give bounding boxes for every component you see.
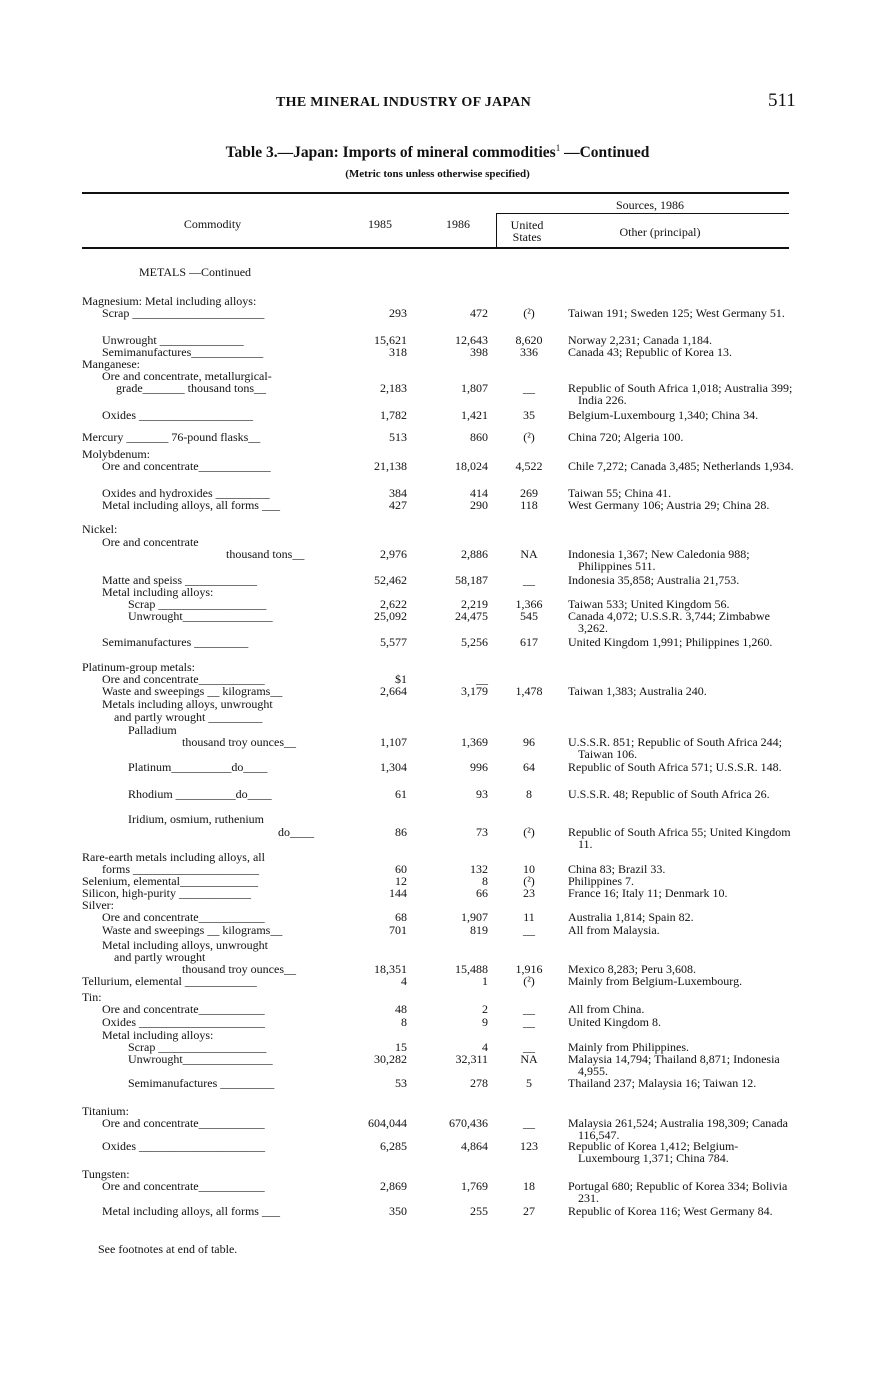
cell-commodity: Ore and concentrate___________ (102, 910, 265, 924)
cell-commodity: Manganese: (82, 357, 140, 371)
cell-commodity: Unwrought ______________ (102, 333, 244, 347)
sources-rule (496, 213, 789, 214)
cell-united-states: NA (520, 547, 538, 561)
cell-1985: 1,782 (380, 408, 407, 422)
cell-united-states: (²) (523, 430, 535, 444)
cell-1985: 2,869 (380, 1179, 407, 1193)
cell-1985: 52,462 (374, 573, 407, 587)
cell-commodity: and partly wrought _________ (114, 710, 263, 724)
cell-commodity: Waste and sweepings __ kilograms__ (102, 923, 283, 937)
cell-commodity: Matte and speiss ____________ (102, 573, 257, 587)
cell-1985: 8 (401, 1015, 407, 1029)
cell-other-sources: China 83; Brazil 33. (568, 862, 666, 876)
cell-other-sources: Republic of Korea 1,412; Belgium-Luxembourg 1,371; China 784. (568, 1139, 739, 1165)
cell-united-states: 18 (523, 1179, 535, 1193)
cell-other-sources: Republic of South Africa 55; United Kingdom 11. (568, 825, 791, 851)
cell-commodity: Ore and concentrate___________ (102, 672, 265, 686)
running-title: THE MINERAL INDUSTRY OF JAPAN (276, 95, 532, 110)
cell-1985: 12 (395, 874, 407, 888)
cell-other-sources: Republic of Korea 116; West Germany 84. (568, 1204, 773, 1218)
cell-commodity: Tin: (82, 990, 102, 1004)
cell-united-states: 336 (520, 345, 538, 359)
cell-1986: 12,643 (455, 333, 488, 347)
cell-1986: 1,769 (461, 1179, 488, 1193)
cell-1985: 18,351 (374, 962, 407, 976)
cell-1986: 472 (470, 306, 488, 320)
cell-commodity: Unwrought_______________ (128, 1052, 273, 1066)
cell-commodity: Semimanufactures _________ (128, 1076, 275, 1090)
cell-1985: 21,138 (374, 459, 407, 473)
cell-1985: 61 (395, 787, 407, 801)
cell-other-sources: Taiwan 55; China 41. (568, 486, 672, 500)
cell-1986: 24,475 (455, 609, 488, 623)
cell-united-states: 8 (526, 787, 532, 801)
cell-other-sources: Portugal 680; Republic of Korea 334; Bolivia 231. (568, 1179, 788, 1205)
cell-other-sources: Australia 1,814; Spain 82. (568, 910, 694, 924)
cell-commodity: Palladium (128, 723, 177, 737)
cell-1986: 5,256 (461, 635, 488, 649)
cell-united-states: __ (523, 573, 535, 587)
cell-commodity: Metal including alloys, all forms ___ (102, 1204, 280, 1218)
cell-commodity: Unwrought_______________ (128, 609, 273, 623)
cell-commodity: Oxides ___________________ (102, 408, 253, 422)
cell-commodity: Nickel: (82, 522, 118, 536)
cell-other-sources: United Kingdom 1,991; Philippines 1,260. (568, 635, 773, 649)
cell-commodity: Ore and concentrate___________ (102, 1179, 265, 1193)
cell-commodity: Metal including alloys, all forms ___ (102, 498, 280, 512)
cell-commodity: grade_______ thousand tons__ (116, 381, 266, 395)
cell-1986: 414 (470, 486, 488, 500)
header-other-principal: Other (principal) (619, 225, 701, 239)
cell-united-states: 8,620 (515, 333, 543, 347)
cell-1985: 4 (401, 974, 407, 988)
cell-commodity: Oxides _____________________ (102, 1139, 265, 1153)
cell-other-sources: Taiwan 533; United Kingdom 56. (568, 597, 730, 611)
table-title (0, 143, 875, 162)
cell-commodity: Metal including alloys: (102, 1028, 214, 1042)
cell-united-states: 27 (523, 1204, 535, 1218)
cell-1986: 2 (482, 1002, 488, 1016)
cell-commodity: Tellurium, elemental ____________ (82, 974, 257, 988)
cell-1985: 513 (389, 430, 407, 444)
cell-other-sources: West Germany 106; Austria 29; China 28. (568, 498, 770, 512)
cell-other-sources: Norway 2,231; Canada 1,184. (568, 333, 712, 347)
table-title-footnote-mark: 1 (555, 143, 561, 153)
cell-commodity: and partly wrought (114, 950, 206, 964)
cell-united-states: __ (523, 381, 535, 395)
cell-united-states: 23 (523, 886, 535, 900)
cell-1986: 255 (470, 1204, 488, 1218)
cell-1986: 2,886 (461, 547, 488, 561)
table-subtitle: (Metric tons unless otherwise specified) (345, 168, 530, 180)
cell-1986: 819 (470, 923, 488, 937)
cell-commodity: Scrap ______________________ (102, 306, 265, 320)
cell-other-sources: Indonesia 1,367; New Caledonia 988; Philippines 511. (568, 547, 750, 573)
cell-commodity: Platinum__________do____ (128, 760, 268, 774)
cell-other-sources: France 16; Italy 11; Denmark 10. (568, 886, 728, 900)
cell-other-sources: Canada 43; Republic of Korea 13. (568, 345, 732, 359)
cell-1986: 290 (470, 498, 488, 512)
cell-other-sources: United Kingdom 8. (568, 1015, 661, 1029)
cell-1985: 427 (389, 498, 407, 512)
cell-1986: 1,807 (461, 381, 488, 395)
cell-other-sources: Canada 4,072; U.S.S.R. 3,744; Zimbabwe 3,262. (568, 609, 770, 635)
cell-1986: 32,311 (455, 1052, 488, 1066)
cell-1986: 66 (476, 886, 488, 900)
header-1986: 1986 (446, 217, 470, 231)
cell-united-states: __ (523, 1002, 535, 1016)
cell-other-sources: Mainly from Philippines. (568, 1040, 689, 1054)
cell-united-states: NA (520, 1052, 538, 1066)
cell-1985: 2,664 (380, 684, 407, 698)
cell-1985: $1 (395, 672, 407, 686)
table-title-text: Table 3.—Japan: Imports of mineral commodities (225, 144, 556, 162)
cell-other-sources: Republic of South Africa 1,018; Australia 399; India 226. (568, 381, 793, 407)
cell-1985: 25,092 (374, 609, 407, 623)
cell-commodity: Scrap __________________ (128, 597, 267, 611)
cell-other-sources: Mexico 8,283; Peru 3,608. (568, 962, 696, 976)
cell-commodity: do____ (278, 825, 314, 839)
cell-commodity: Waste and sweepings __ kilograms__ (102, 684, 283, 698)
cell-united-states: 118 (520, 498, 538, 512)
cell-1986: __ (476, 672, 488, 686)
cell-1986: 8 (482, 874, 488, 888)
cell-commodity: Titanium: (82, 1104, 129, 1118)
cell-1986: 93 (476, 787, 488, 801)
cell-commodity: Ore and concentrate___________ (102, 1116, 265, 1130)
cell-united-states: 1,366 (515, 597, 543, 611)
cell-commodity: Oxides and hydroxides _________ (102, 486, 270, 500)
cell-1985: 30,282 (374, 1052, 407, 1066)
cell-united-states: 64 (523, 760, 535, 774)
section-heading: METALS —Continued (139, 265, 252, 279)
cell-other-sources: Indonesia 35,858; Australia 21,753. (568, 573, 740, 587)
header-sources: Sources, 1986 (616, 198, 684, 212)
cell-1986: 58,187 (455, 573, 488, 587)
cell-united-states: 11 (523, 910, 535, 924)
cell-other-sources: Thailand 237; Malaysia 16; Taiwan 12. (568, 1076, 757, 1090)
cell-other-sources: Malaysia 14,794; Thailand 8,871; Indonesia 4,955. (568, 1052, 780, 1078)
cell-1986: 1 (482, 974, 488, 988)
cell-commodity: Metal including alloys, unwrought (102, 938, 268, 952)
cell-other-sources: U.S.S.R. 851; Republic of South Africa 244; Taiwan 106. (568, 735, 782, 761)
cell-commodity: Molybdenum: (82, 447, 150, 461)
cell-1985: 2,183 (380, 381, 407, 395)
cell-1986: 996 (470, 760, 488, 774)
cell-commodity: Tungsten: (82, 1167, 130, 1181)
cell-united-states: 269 (520, 486, 538, 500)
cell-1985: 68 (395, 910, 407, 924)
cell-commodity: Ore and concentrate____________ (102, 459, 271, 473)
header-bottom-rule (82, 247, 789, 249)
cell-1986: 4,864 (461, 1139, 488, 1153)
cell-1985: 5,577 (380, 635, 407, 649)
cell-1985: 1,304 (380, 760, 407, 774)
header-commodity: Commodity (183, 217, 242, 231)
cell-commodity: forms _____________________ (102, 862, 259, 876)
cell-commodity: thousand troy ounces__ (182, 962, 296, 976)
cell-commodity: Magnesium: Metal including alloys: (82, 294, 257, 308)
cell-1985: 2,622 (380, 597, 407, 611)
cell-commodity: Metals including alloys, unwrought (102, 697, 273, 711)
cell-commodity: Ore and concentrate, metallurgical- (102, 369, 272, 383)
cell-other-sources: All from Malaysia. (568, 923, 660, 937)
cell-commodity: Mercury _______ 76-pound flasks__ (82, 430, 261, 444)
cell-1985: 318 (389, 345, 407, 359)
table-title-suffix: —Continued (560, 144, 650, 162)
cell-1986: 1,369 (461, 735, 488, 749)
cell-other-sources: Taiwan 1,383; Australia 240. (568, 684, 707, 698)
cell-united-states: (²) (523, 874, 535, 888)
cell-1985: 6,285 (380, 1139, 407, 1153)
cell-1985: 15 (395, 1040, 407, 1054)
cell-1986: 398 (470, 345, 488, 359)
cell-1985: 86 (395, 825, 407, 839)
cell-united-states: (²) (523, 825, 535, 839)
header-1985: 1985 (368, 217, 392, 231)
cell-commodity: Rare-earth metals including alloys, all (82, 850, 265, 864)
cell-1985: 604,044 (368, 1116, 407, 1130)
cell-1986: 860 (470, 430, 488, 444)
footnote-reference: See footnotes at end of table. (98, 1242, 238, 1256)
cell-united-states: 10 (523, 862, 535, 876)
cell-commodity: Platinum-group metals: (82, 660, 195, 674)
cell-other-sources: U.S.S.R. 48; Republic of South Africa 26. (568, 787, 770, 801)
cell-1985: 60 (395, 862, 407, 876)
cell-other-sources: Philippines 7. (568, 874, 635, 888)
cell-united-states: __ (523, 1015, 535, 1029)
cell-1986: 2,219 (461, 597, 488, 611)
cell-commodity: Semimanufactures _________ (102, 635, 249, 649)
cell-1985: 384 (389, 486, 407, 500)
cell-other-sources: China 720; Algeria 100. (568, 430, 684, 444)
cell-other-sources: Malaysia 261,524; Australia 198,309; Canada 116,547. (568, 1116, 788, 1142)
cell-1986: 9 (482, 1015, 488, 1029)
cell-commodity: thousand troy ounces__ (182, 735, 296, 749)
cell-1985: 53 (395, 1076, 407, 1090)
cell-commodity: Semimanufactures____________ (102, 345, 264, 359)
cell-united-states: 1,916 (515, 962, 543, 976)
cell-united-states: 35 (523, 408, 535, 422)
cell-commodity: Silicon, high-purity ____________ (82, 886, 251, 900)
cell-commodity: thousand tons__ (226, 547, 305, 561)
cell-1985: 15,621 (374, 333, 407, 347)
cell-1985: 48 (395, 1002, 407, 1016)
cell-other-sources: Taiwan 191; Sweden 125; West Germany 51. (568, 306, 785, 320)
cell-1986: 15,488 (455, 962, 488, 976)
cell-1985: 293 (389, 306, 407, 320)
us-column-divider (496, 213, 497, 247)
top-rule (82, 192, 789, 194)
cell-commodity: Rhodium __________do____ (128, 787, 272, 801)
cell-united-states: __ (523, 1040, 535, 1054)
cell-other-sources: Mainly from Belgium-Luxembourg. (568, 974, 743, 988)
cell-united-states: 545 (520, 609, 538, 623)
cell-1986: 3,179 (461, 684, 488, 698)
cell-commodity: Oxides _____________________ (102, 1015, 265, 1029)
cell-commodity: Ore and concentrate (102, 535, 199, 549)
cell-1986: 18,024 (455, 459, 488, 473)
header-united-states: United States (510, 218, 544, 244)
cell-1986: 1,907 (461, 910, 488, 924)
cell-1986: 670,436 (449, 1116, 488, 1130)
cell-united-states: 123 (520, 1139, 538, 1153)
cell-united-states: 4,522 (515, 459, 543, 473)
cell-other-sources: All from China. (568, 1002, 645, 1016)
cell-1985: 144 (389, 886, 407, 900)
cell-commodity: Selenium, elemental_____________ (82, 874, 258, 888)
cell-1986: 132 (470, 862, 488, 876)
cell-1986: 278 (470, 1076, 488, 1090)
cell-united-states: (²) (523, 306, 535, 320)
cell-united-states: 96 (523, 735, 535, 749)
cell-1986: 73 (476, 825, 488, 839)
cell-commodity: Ore and concentrate___________ (102, 1002, 265, 1016)
cell-united-states: __ (523, 923, 535, 937)
cell-united-states: 617 (520, 635, 538, 649)
cell-1985: 701 (389, 923, 407, 937)
cell-united-states: 5 (526, 1076, 532, 1090)
cell-commodity: Metal including alloys: (102, 585, 214, 599)
cell-1985: 1,107 (380, 735, 407, 749)
cell-commodity: Scrap __________________ (128, 1040, 267, 1054)
page-number: 511 (768, 90, 796, 111)
cell-commodity: Silver: (82, 898, 114, 912)
cell-united-states: 1,478 (515, 684, 543, 698)
cell-other-sources: Belgium-Luxembourg 1,340; China 34. (568, 408, 759, 422)
cell-1985: 2,976 (380, 547, 407, 561)
cell-commodity: Iridium, osmium, ruthenium (128, 812, 264, 826)
cell-united-states: __ (523, 1116, 535, 1130)
cell-1986: 1,421 (461, 408, 488, 422)
cell-other-sources: Chile 7,272; Canada 3,485; Netherlands 1,934. (568, 459, 794, 473)
cell-1986: 4 (482, 1040, 488, 1054)
cell-1985: 350 (389, 1204, 407, 1218)
cell-other-sources: Republic of South Africa 571; U.S.S.R. 148. (568, 760, 782, 774)
cell-united-states: (²) (523, 974, 535, 988)
